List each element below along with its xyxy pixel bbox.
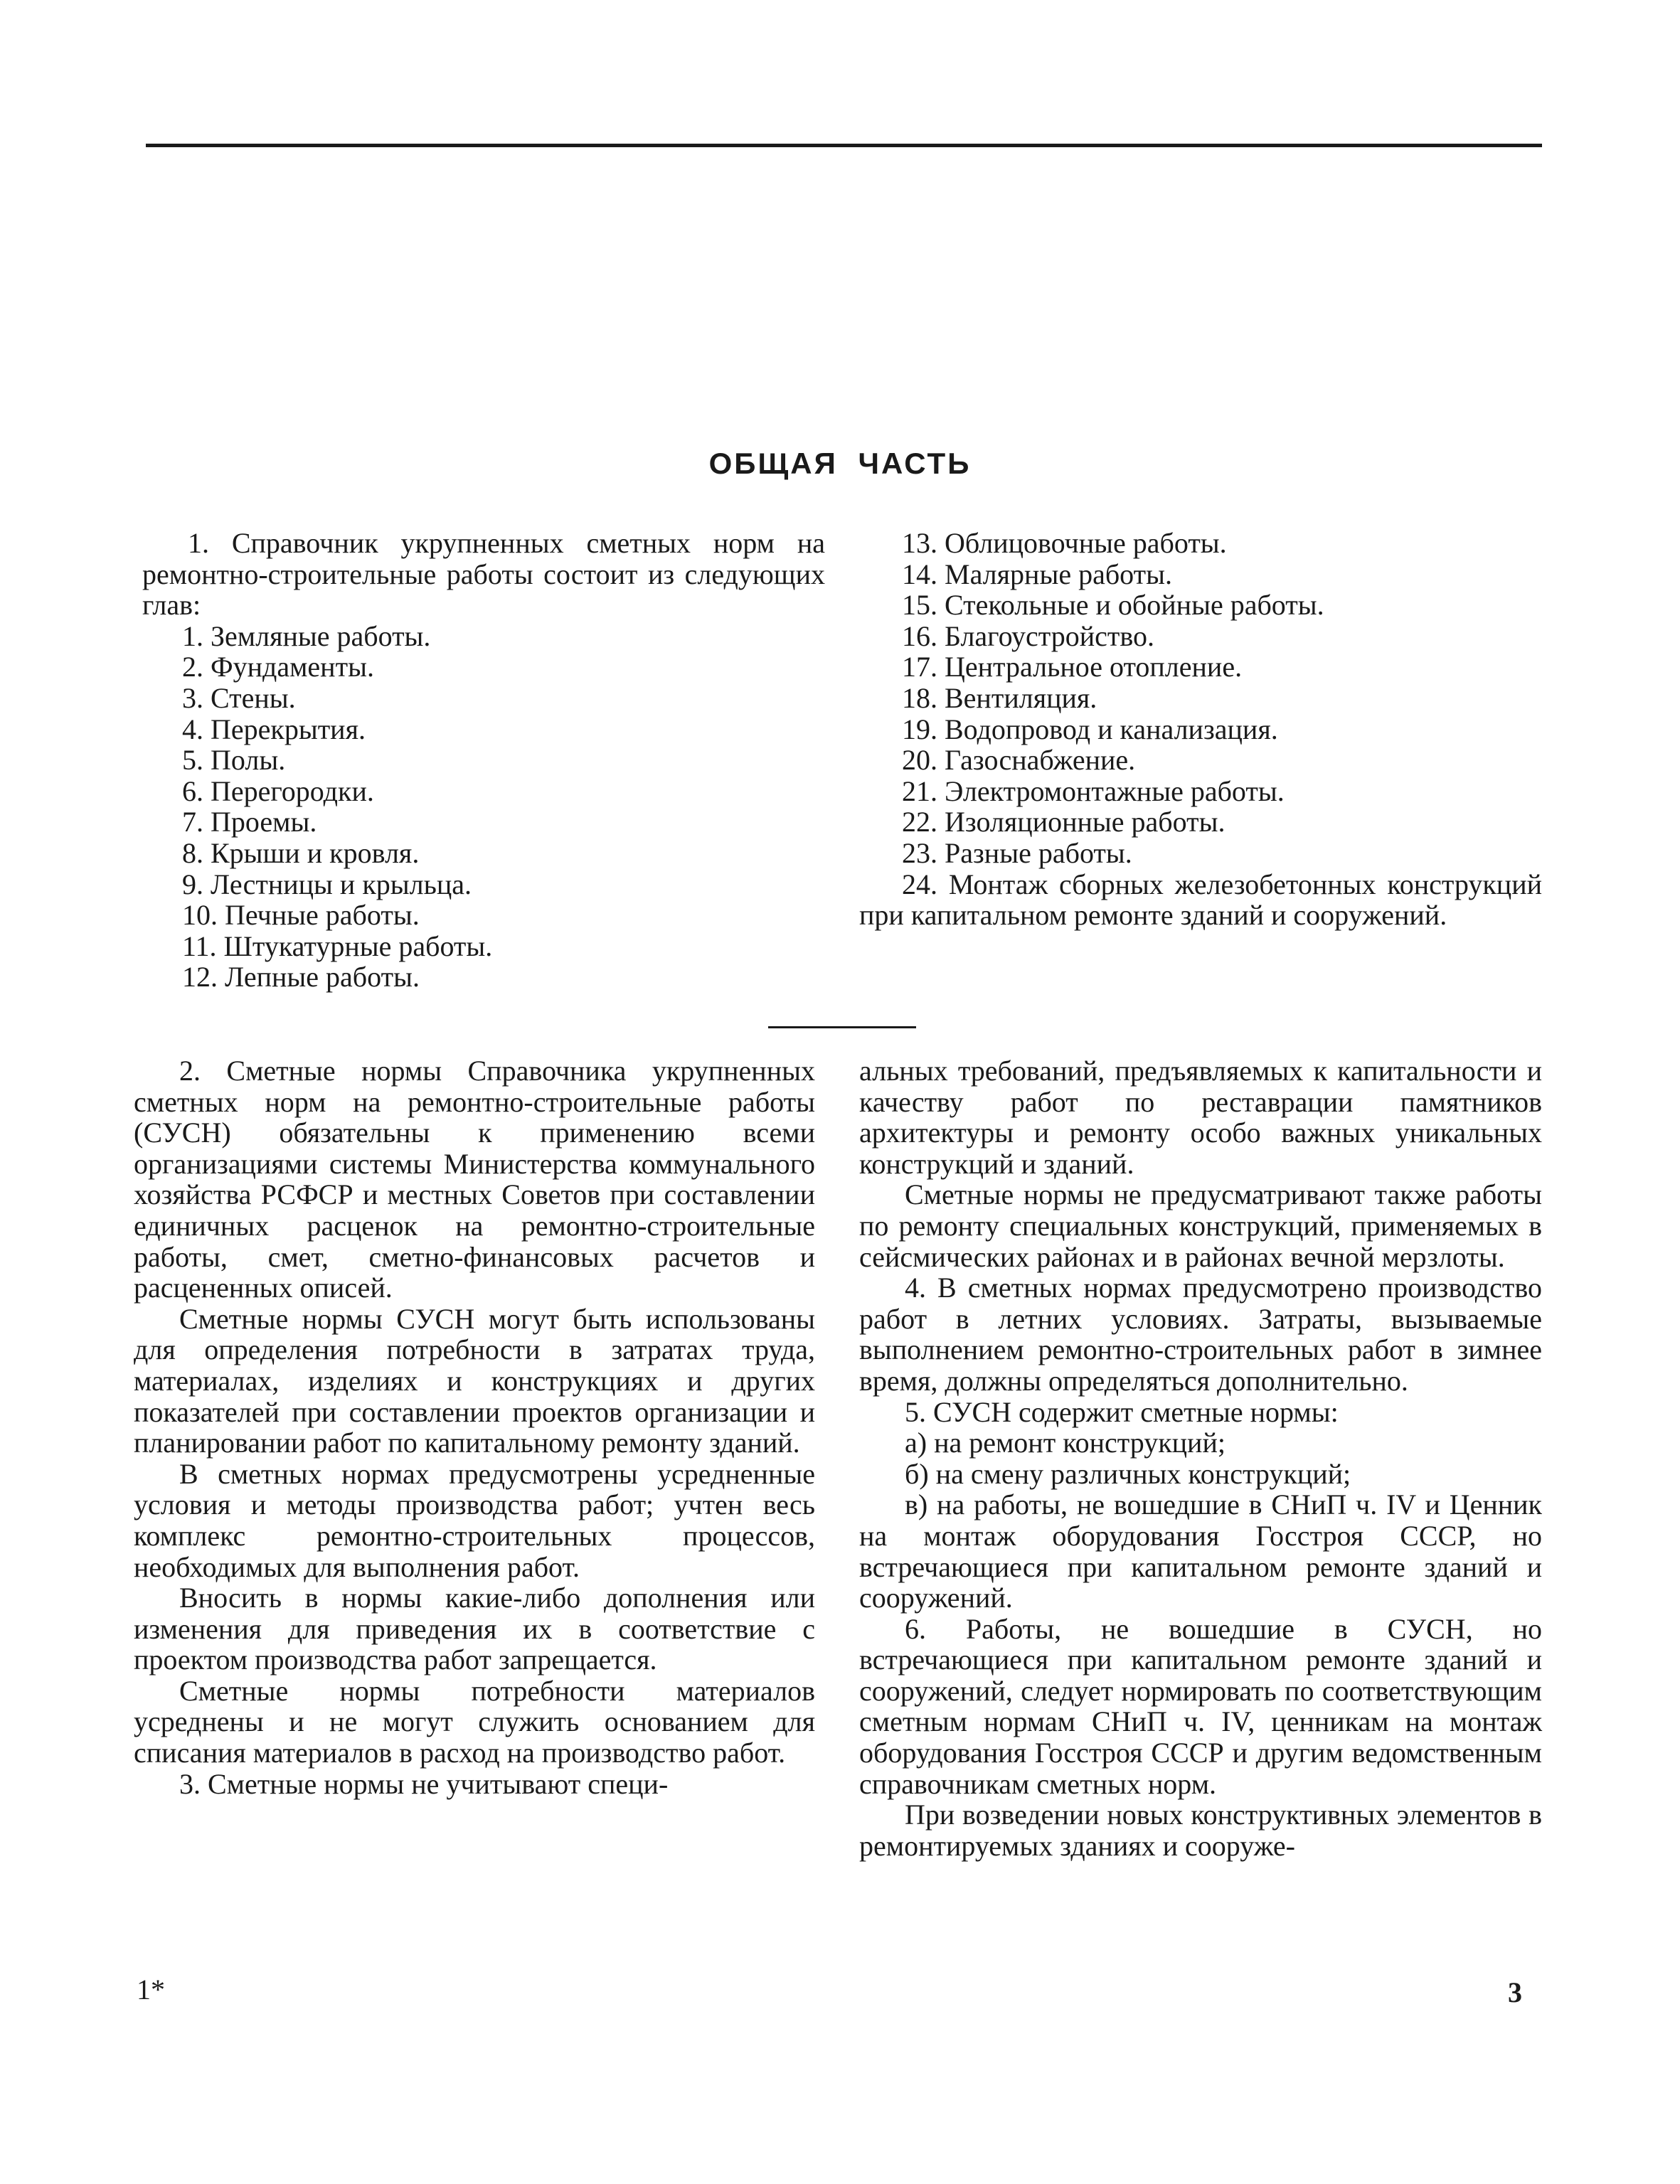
toc-intro: 1. Справочник укрупненных сметных норм на ремонтно-строительные работы состоит из следующих глав: (142, 527, 825, 622)
toc-item: 7. Проемы. (182, 806, 317, 838)
toc-item: 2. Фундаменты. (182, 651, 374, 683)
toc-right-column (859, 528, 1542, 931)
toc-list-right (859, 528, 1542, 931)
toc-item: 13. Облицовочные работы. (902, 527, 1227, 559)
toc-list-left (142, 621, 825, 993)
list-item: в) на работы, не вошедшие в СНиП ч. IV и Ценник на монтаж оборудования Госстроя СССР, но встречающиеся при капитальном ремонте зданий и сооружений. (859, 1488, 1542, 1614)
list-item: б) на смену различных конструкций; (905, 1457, 1351, 1490)
body-right-column (859, 1055, 1542, 1861)
toc-item: 12. Лепные работы. (182, 961, 420, 994)
paragraph: 5. СУСН содержит сметные нормы: (905, 1395, 1339, 1428)
paragraph: Сметные нормы СУСН могут быть использованы для определения потребности в затратах труда, материалах, изделиях и конструкциях и других показателей при составлении проектов организации и планировании работ по капитальному ремонту зданий. (134, 1302, 815, 1459)
toc-item: 21. Электромонтажные работы. (902, 774, 1285, 807)
toc-item: 22. Изоляционные работы. (902, 806, 1226, 838)
toc-item: 18. Вентиляция. (902, 681, 1097, 714)
toc-item: 17. Центральное отопление. (902, 651, 1243, 683)
paragraph: Сметные нормы потребности материалов усреднены и не могут служить основанием для списания материалов в расход на производство работ. (134, 1674, 815, 1769)
toc-item: 3. Стены. (182, 681, 296, 714)
paragraph: 4. В сметных нормах предусмотрено производство работ в летних условиях. Затраты, вызываемые выполнением ремонтно-строительных работ в зимнее время, должны определяться дополнительно. (859, 1272, 1542, 1397)
paragraph: 3. Сметные нормы не учитывают специ- (179, 1767, 669, 1800)
paragraph: Сметные нормы не предусматривают также работы по ремонту специальных конструкций, применяемых в сейсмических районах и в районах вечной мерзлоты. (859, 1178, 1542, 1273)
page-title: ОБЩАЯ ЧАСТЬ (708, 447, 972, 480)
toc-item: 20. Газоснабжение. (902, 744, 1136, 777)
toc-item: 19. Водопровод и канализация. (902, 713, 1278, 745)
signature-mark: 1* (137, 1973, 165, 2005)
toc-item: 16. Благоустройство. (902, 619, 1155, 652)
paragraph: При возведении новых конструктивных элементов в ремонтируемых зданиях и сооруже- (859, 1799, 1542, 1862)
paragraph: Вносить в нормы какие-либо дополнения или изменения для приведения их в соответствие с проектом производства работ запрещается. (134, 1582, 815, 1676)
toc-item: 14. Малярные работы. (902, 558, 1172, 590)
body-left-column (134, 1055, 815, 1799)
top-rule (146, 144, 1542, 147)
paragraph: 6. Работы, не вошедшие в СУСН, но встречающиеся при капитальном ремонте зданий и сооружений, следует нормировать по соответствующим сметным нормам СНиП ч. IV, ценникам на монтаж оборудования Госстроя СССР и другим ведомственным справочникам сметных норм. (859, 1612, 1542, 1800)
section-divider (768, 1026, 916, 1028)
page-number: 3 (1508, 1976, 1522, 2008)
paragraph: альных требований, предъявляемых к капитальности и качеству работ по реставрации памятников архитектуры и ремонту особо важных уникальных конструкций и зданий. (859, 1055, 1542, 1180)
paragraph: В сметных нормах предусмотрены усредненные условия и методы производства работ; учтен весь комплекс ремонтно-строительных процессов, необходимых для выполнения работ. (134, 1457, 815, 1583)
paragraph: 2. Сметные нормы Справочника укрупненных сметных норм на ремонтно-строительные работы (СУСН) обязательны к применению всеми организациями системы Министерства коммунального хозяйства РСФСР и местных Советов при составлении единичных расценок на ремонтно-строительные работы, смет, сметно-финансовых расчетов и расцененных описей. (134, 1055, 815, 1304)
list-item: а) на ремонт конструкций; (905, 1427, 1226, 1459)
toc-item: 8. Крыши и кровля. (182, 836, 420, 869)
toc-item: 24. Монтаж сборных железобетонных конструкций при капитальном ремонте зданий и сооружений. (859, 868, 1542, 932)
toc-item: 9. Лестницы и крыльца. (182, 868, 472, 900)
toc-item: 4. Перекрытия. (182, 713, 366, 745)
toc-item: 15. Стекольные и обойные работы. (902, 589, 1324, 622)
toc-item: 10. Печные работы. (182, 899, 420, 932)
toc-item: 11. Штукатурные работы. (182, 929, 493, 962)
toc-item: 23. Разные работы. (902, 836, 1132, 869)
toc-item: 1. Земляные работы. (182, 619, 431, 652)
toc-left-column (142, 528, 825, 993)
toc-item: 6. Перегородки. (182, 774, 374, 807)
toc-item: 5. Полы. (182, 744, 286, 777)
